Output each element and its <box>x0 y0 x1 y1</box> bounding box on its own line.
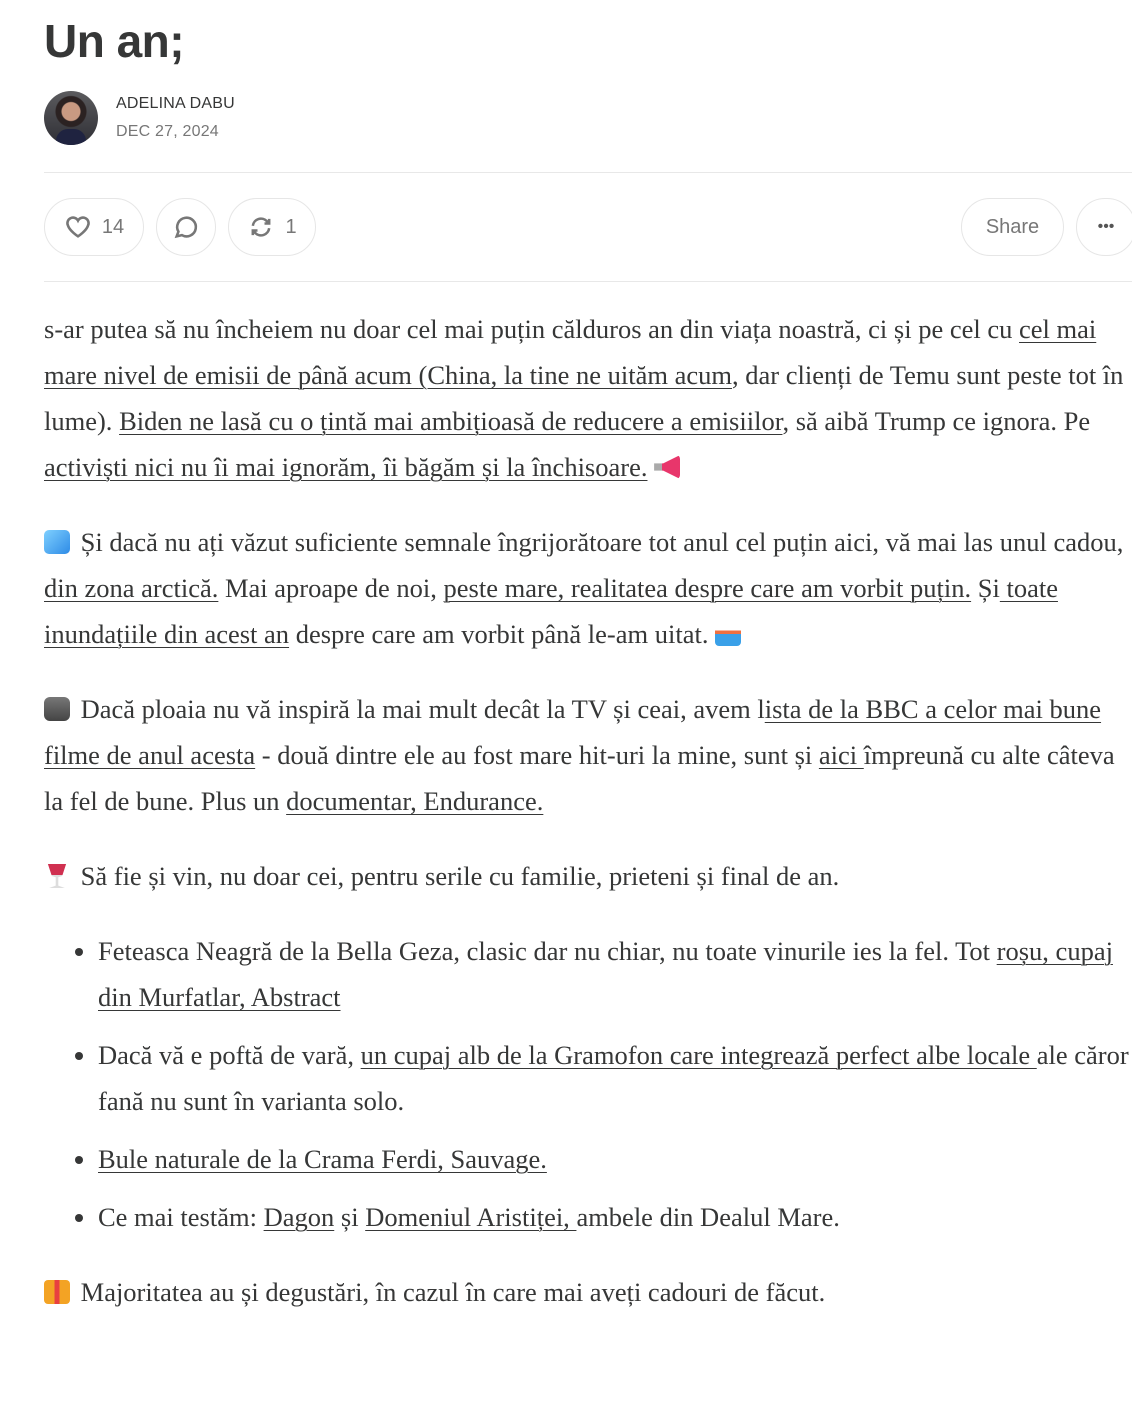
text-segment: Mai aproape de noi, <box>218 573 444 603</box>
inline-link[interactable]: un cupaj alb de la Gramofon care integrează perfect albe locale <box>360 1040 1037 1070</box>
text-segment: Majoritatea au și degustări, în cazul în care mai aveți cadouri de făcut. <box>74 1277 826 1307</box>
inline-link[interactable]: documentar, Endurance. <box>286 786 544 816</box>
comment-button[interactable] <box>156 198 216 256</box>
inline-link[interactable]: Bule naturale de la Crama Ferdi, Sauvage. <box>98 1144 547 1174</box>
inline-link[interactable]: Domeniul Aristiței, <box>365 1202 577 1232</box>
author-avatar[interactable] <box>44 91 98 145</box>
paragraph <box>44 686 1132 824</box>
text-segment: despre care am vorbit până le-am uitat. <box>289 619 716 649</box>
list-item <box>98 928 1132 1020</box>
text-segment: Dacă vă e poftă de vară, <box>98 1040 361 1070</box>
ice-cube-icon <box>44 530 70 554</box>
inline-link[interactable]: aici <box>818 740 864 770</box>
text-segment: s-ar putea să nu încheiem nu doar cel mai puțin călduros an din viața noastră, ci și pe cel cu <box>44 314 1020 344</box>
comment-icon <box>172 213 200 241</box>
restack-button[interactable] <box>228 198 316 256</box>
text-segment: ale căror fană nu sunt în varianta solo. <box>98 1040 1129 1116</box>
author-name[interactable]: ADELINA DABU <box>116 95 235 112</box>
paragraph <box>44 519 1132 657</box>
divider <box>44 281 1132 282</box>
text-segment: ambele din Dealul Mare. <box>576 1202 840 1232</box>
inline-link[interactable]: ista de la BBC a celor mai bune filme de anul acesta <box>44 694 1102 770</box>
text-segment: , să aibă Trump ce ignora. Pe <box>782 406 1091 436</box>
text-segment: Să fie și vin, nu doar cei, pentru serile cu familie, prieteni și final de an. <box>74 861 840 891</box>
paragraph <box>44 853 1132 899</box>
closing-paragraph <box>44 1269 1132 1315</box>
heart-icon <box>64 213 92 241</box>
like-button[interactable] <box>44 198 144 256</box>
list-item <box>98 1194 1132 1240</box>
text-segment: împreună cu alte câteva la fel de bune. Plus un <box>44 740 1115 816</box>
megaphone-icon <box>654 455 680 479</box>
post-date: DEC 27, 2024 <box>116 123 219 140</box>
text-segment <box>647 452 654 482</box>
text-segment: Și dacă nu ați văzut suficiente semnale îngrijorătoare tot anul cel puțin aici, vă mai las unul cadou, <box>74 527 1124 557</box>
film-projector-icon <box>44 697 70 721</box>
text-segment: Dacă ploaia nu vă inspiră la mai mult decât la TV și ceai, avem l <box>74 694 765 724</box>
action-bar <box>44 198 1132 258</box>
restack-icon <box>247 213 275 241</box>
post-title: Un an; <box>44 15 185 67</box>
paragraph <box>44 306 1132 490</box>
gift-icon <box>44 1280 70 1304</box>
inline-link[interactable]: peste mare, realitatea despre care am vorbit puțin. <box>443 573 972 603</box>
like-count: 14 <box>101 215 125 238</box>
rowing-boat-icon <box>715 622 741 646</box>
inline-link[interactable]: Dagon <box>263 1202 335 1232</box>
more-button[interactable] <box>1076 198 1132 256</box>
inline-link[interactable]: cel mai mare nivel de emisii de până acum <box>44 314 1097 390</box>
inline-link[interactable]: activiști nici nu îi mai ignorăm, îi băgăm și la închisoare. <box>44 452 648 482</box>
text-segment: Ce mai testăm: <box>98 1202 264 1232</box>
text-segment: și <box>334 1202 366 1232</box>
wine-list <box>44 928 1132 1240</box>
post-body <box>44 306 1132 1344</box>
text-segment: Și <box>971 573 1000 603</box>
text-segment: Feteasca Neagră de la Bella Geza, clasic dar nu chiar, nu toate vinurile ies la fel. Tot <box>98 936 997 966</box>
inline-link[interactable]: din zona arctică. <box>44 573 219 603</box>
divider <box>44 172 1132 173</box>
inline-link[interactable]: roșu, cupaj din Murfatlar, Abstract <box>98 936 1113 1012</box>
share-button[interactable] <box>961 198 1064 256</box>
restack-count: 1 <box>285 215 297 238</box>
byline <box>44 91 235 145</box>
text-segment: - două dintre ele au fost mare hit-uri la mine, sunt și <box>255 740 819 770</box>
inline-link[interactable]: Biden ne lasă cu o țintă mai ambițioasă de reducere a emisiilor <box>119 406 783 436</box>
inline-link[interactable]: (China, la tine ne uităm acum <box>418 360 733 390</box>
text-segment: , dar clienți de Temu sunt peste tot în lume). <box>44 360 1124 436</box>
wine-glass-icon <box>44 864 70 888</box>
list-item <box>98 1136 1132 1182</box>
more-icon: ••• <box>1097 218 1115 235</box>
list-item <box>98 1032 1132 1124</box>
share-label: Share <box>985 215 1040 238</box>
inline-link[interactable]: toate inundațiile din acest an <box>44 573 1058 649</box>
